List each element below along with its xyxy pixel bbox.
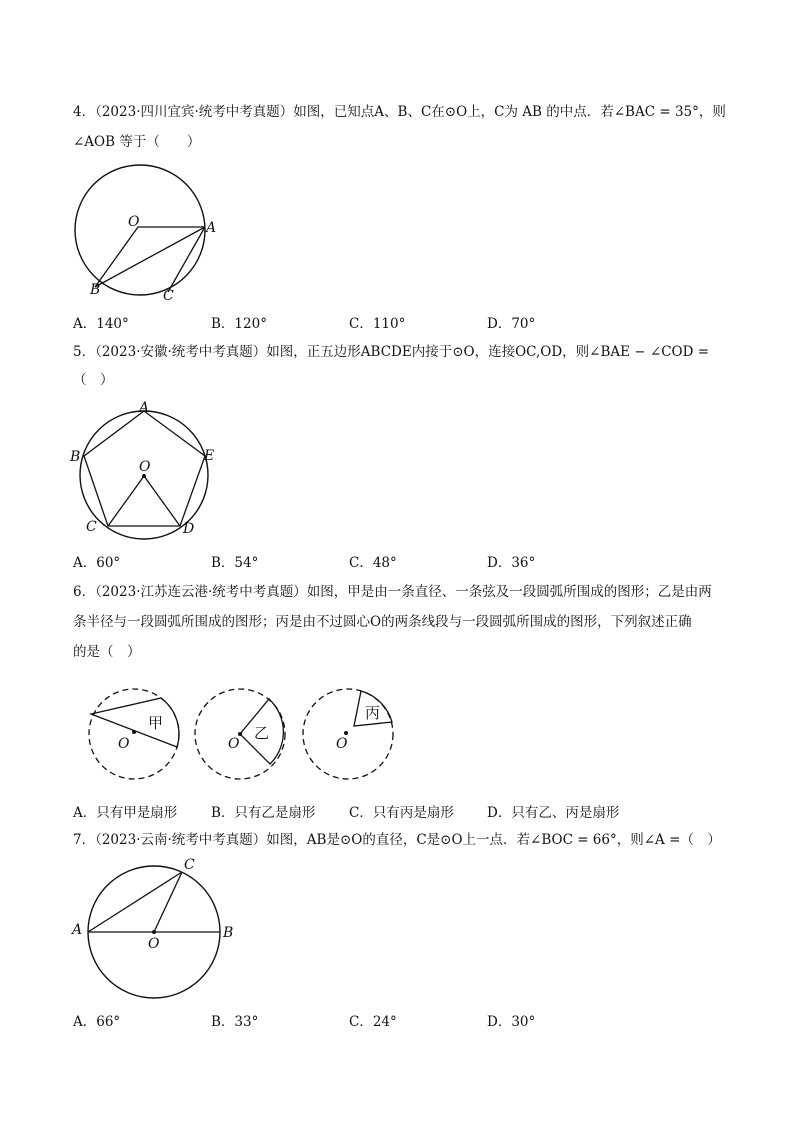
q4-label-o: O	[128, 214, 140, 230]
q5-option-c[interactable]: C．48°	[349, 555, 397, 571]
q7-option-a[interactable]: A．66°	[73, 1014, 121, 1030]
q4-stem-line2: ∠AOB 等于（ ）	[73, 134, 201, 150]
q7-option-c[interactable]: C．24°	[349, 1014, 397, 1030]
q7-label-c: C	[184, 857, 195, 873]
q7-option-d[interactable]: D．30°	[487, 1014, 536, 1030]
q4-options	[73, 312, 535, 332]
q6-label-jia: 甲	[148, 714, 164, 732]
q5-option-b[interactable]: B．54°	[211, 555, 259, 571]
q7-label-b: B	[223, 925, 234, 941]
q5-label-o: O	[139, 459, 151, 475]
q4-figure	[66, 160, 226, 305]
q6-label-o2: O	[228, 736, 240, 752]
q7-option-b[interactable]: B．33°	[211, 1014, 259, 1030]
q5-label-e: E	[204, 448, 215, 464]
q6-stem-line1: 6．（2023·江苏连云港·统考中考真题）如图，甲是由一条直径、一条弦及一段圆弧所围成的图形；乙是由两	[73, 584, 712, 600]
q5-label-c: C	[86, 519, 97, 535]
q5-label-a: A	[139, 400, 150, 416]
q4-label-c: C	[163, 288, 174, 304]
q6-label-bing: 丙	[365, 704, 381, 722]
q4-circle	[75, 165, 205, 295]
q7-label-a: A	[72, 922, 83, 938]
q6-label-o1: O	[118, 736, 130, 752]
q4-option-b[interactable]: B．120°	[211, 316, 267, 332]
q4-label-a: A	[206, 220, 217, 236]
q4-option-d[interactable]: D．70°	[487, 316, 536, 332]
q7-options	[73, 1010, 535, 1030]
q6-stem-line3: 的是（ ）	[73, 644, 141, 660]
q6-figure-bing	[303, 689, 393, 779]
q5-option-a[interactable]: A．60°	[73, 555, 121, 571]
q5-stem-line2: （ ）	[73, 372, 114, 388]
q5-label-b: B	[70, 449, 81, 465]
q5-options	[73, 551, 535, 571]
q6-option-b[interactable]: B．只有乙是扇形	[211, 805, 316, 821]
q4-option-a[interactable]: A．140°	[73, 316, 129, 332]
q7-stem-line1: 7．（2023·云南·统考中考真题）如图，AB是⊙O的直径，C是⊙O上一点．若∠BOC = 66°，则∠A =（ ）	[73, 832, 721, 848]
q4-stem-line1: 4．（2023·四川宜宾·统考中考真题）如图，已知点A、B、C在⊙O上，C为 AB 的中点．若∠BAC = 35°，则	[73, 104, 726, 120]
q5-label-d: D	[183, 521, 195, 537]
q6-options	[73, 801, 619, 821]
q6-label-yi: 乙	[254, 724, 270, 742]
q6-stem-line2: 条半径与一段圆弧所围成的图形；丙是由不过圆心O的两条线段与一段圆弧所围成的图形，下列叙述正确	[73, 614, 692, 630]
q5-radii	[108, 476, 180, 526]
q7-label-o: O	[148, 936, 160, 952]
q5-option-d[interactable]: D．36°	[487, 555, 536, 571]
q6-figures	[80, 676, 400, 796]
q6-option-c[interactable]: C．只有丙是扇形	[349, 805, 454, 821]
q6-figure-yi	[195, 689, 285, 779]
q4-label-b: B	[90, 282, 101, 298]
q6-option-d[interactable]: D．只有乙、丙是扇形	[487, 805, 620, 821]
q6-figure-jia	[89, 689, 179, 779]
q5-figure	[66, 395, 226, 540]
q7-figure	[66, 852, 246, 1002]
q6-label-o3: O	[336, 736, 348, 752]
q4-option-c[interactable]: C．110°	[349, 316, 406, 332]
q7-center-dot	[152, 930, 156, 934]
q6-option-a[interactable]: A．只有甲是扇形	[73, 805, 178, 821]
q5-stem-line1: 5．（2023·安徽·统考中考真题）如图，正五边形ABCDE内接于⊙O，连接OC,OD，则∠BAE − ∠COD =	[73, 344, 710, 360]
